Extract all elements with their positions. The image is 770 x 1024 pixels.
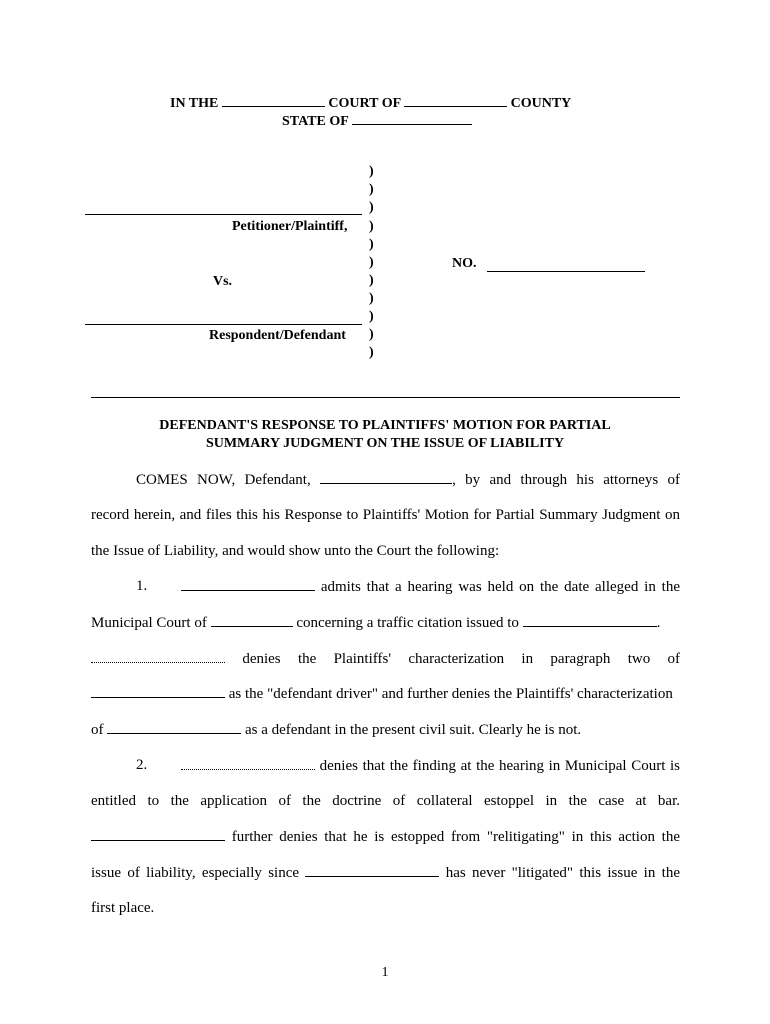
intro-line-3: the Issue of Liability, and would show unto the Court the following: <box>91 543 500 559</box>
caption-paren: ) <box>369 255 374 270</box>
item-1-text: admits that a hearing was held on the date alleged in the <box>320 579 680 595</box>
intro-by-through: , by and through his attorneys of <box>452 472 681 488</box>
county-label: COUNTY <box>510 96 572 111</box>
petitioner-name-line[interactable] <box>85 214 362 215</box>
item-1-line-3 <box>91 650 680 668</box>
item-1-word: the <box>297 651 317 667</box>
respondent-label: Respondent/Defendant <box>209 328 346 343</box>
petitioner-label: Petitioner/Plaintiff, <box>232 219 348 234</box>
document-title-line2: SUMMARY JUDGMENT ON THE ISSUE OF LIABILITY <box>205 436 565 451</box>
item-1-word: paragraph <box>550 651 611 667</box>
item-1-line-5 <box>91 721 581 739</box>
caption-paren: ) <box>369 200 374 215</box>
page-number: 1 <box>381 965 389 980</box>
item-1-word: Plaintiffs' <box>333 651 392 667</box>
item-1-line-2 <box>91 614 660 632</box>
defendant-name-blank[interactable] <box>181 578 315 591</box>
item-2-line-1 <box>181 757 680 775</box>
item-1-not-defendant-text: as a defendant in the present civil suit. Clearly he is not. <box>245 722 582 738</box>
caption-paren: ) <box>369 327 374 342</box>
item-1-word: characterization <box>408 651 505 667</box>
caption-paren: ) <box>369 237 374 252</box>
in-the-label: IN THE <box>170 96 219 111</box>
county-name-blank[interactable] <box>404 94 507 107</box>
defendant-name-blank[interactable] <box>91 650 225 663</box>
defendant-name-blank[interactable] <box>181 757 315 770</box>
intro-line-1 <box>136 471 680 489</box>
item-1-word: denies <box>242 651 281 667</box>
item-1-number: 1. <box>136 578 148 594</box>
item-1-word: of <box>667 651 680 667</box>
state-name-blank[interactable] <box>352 112 472 125</box>
case-number-label: NO. <box>452 256 477 271</box>
case-number-blank[interactable] <box>487 271 645 272</box>
caption-divider <box>91 397 680 398</box>
defendant-name-blank[interactable] <box>91 685 225 698</box>
caption-paren: ) <box>369 219 374 234</box>
item-2-line-5: first place. <box>91 900 155 916</box>
item-1-of: of <box>91 722 104 738</box>
intro-comes-now: COMES NOW, Defendant, <box>136 472 311 488</box>
caption-paren: ) <box>369 309 374 324</box>
caption-paren: ) <box>369 182 374 197</box>
item-1-word: in <box>521 651 534 667</box>
municipality-blank[interactable] <box>211 614 293 627</box>
item-1-line-4 <box>91 685 673 703</box>
state-of-label: STATE OF <box>282 114 349 129</box>
court-name-blank[interactable] <box>222 94 325 107</box>
vs-label: Vs. <box>213 274 233 289</box>
item-1-municipal-court: Municipal Court of <box>91 615 207 631</box>
item-1-word: two <box>627 651 651 667</box>
item-1-citation-text: concerning a traffic citation issued to <box>296 615 519 631</box>
caption-paren: ) <box>369 291 374 306</box>
court-header-line <box>170 94 571 112</box>
respondent-name-line[interactable] <box>85 324 362 325</box>
intro-line-2: record herein, and files this his Response to Plaintiffs' Motion for Partial Summary Judgment on <box>91 507 680 523</box>
item-1-line-1 <box>181 578 680 596</box>
defendant-name-blank[interactable] <box>305 864 439 877</box>
item-2-line-3 <box>91 828 680 846</box>
caption-paren: ) <box>369 273 374 288</box>
defendant-name-blank[interactable] <box>320 471 452 484</box>
item-2-never-litigated-text: has never "litigated" this issue in the <box>445 865 681 881</box>
citation-recipient-blank[interactable] <box>523 614 657 627</box>
item-2-number: 2. <box>136 757 148 773</box>
caption-paren: ) <box>369 164 374 179</box>
state-header-line <box>282 112 472 130</box>
item-1-period: . <box>656 615 661 631</box>
court-of-label: COURT OF <box>328 96 401 111</box>
item-2-line-2: entitled to the application of the doctrine of collateral estoppel in the case at bar. <box>91 793 680 809</box>
item-2-text: denies that the finding at the hearing in Municipal Court is <box>319 758 681 774</box>
item-1-driver-text: as the "defendant driver" and further denies the Plaintiffs' characterization <box>228 686 673 702</box>
item-2-relitigating-text: further denies that he is estopped from "relitigating" in this action the <box>231 829 680 845</box>
caption-paren: ) <box>369 345 374 360</box>
document-title-line1: DEFENDANT'S RESPONSE TO PLAINTIFFS' MOTION FOR PARTIAL <box>159 418 611 433</box>
item-2-liability-text: issue of liability, especially since <box>91 865 300 881</box>
defendant-name-blank[interactable] <box>107 721 241 734</box>
item-2-line-4 <box>91 864 680 882</box>
defendant-name-blank[interactable] <box>91 828 225 841</box>
